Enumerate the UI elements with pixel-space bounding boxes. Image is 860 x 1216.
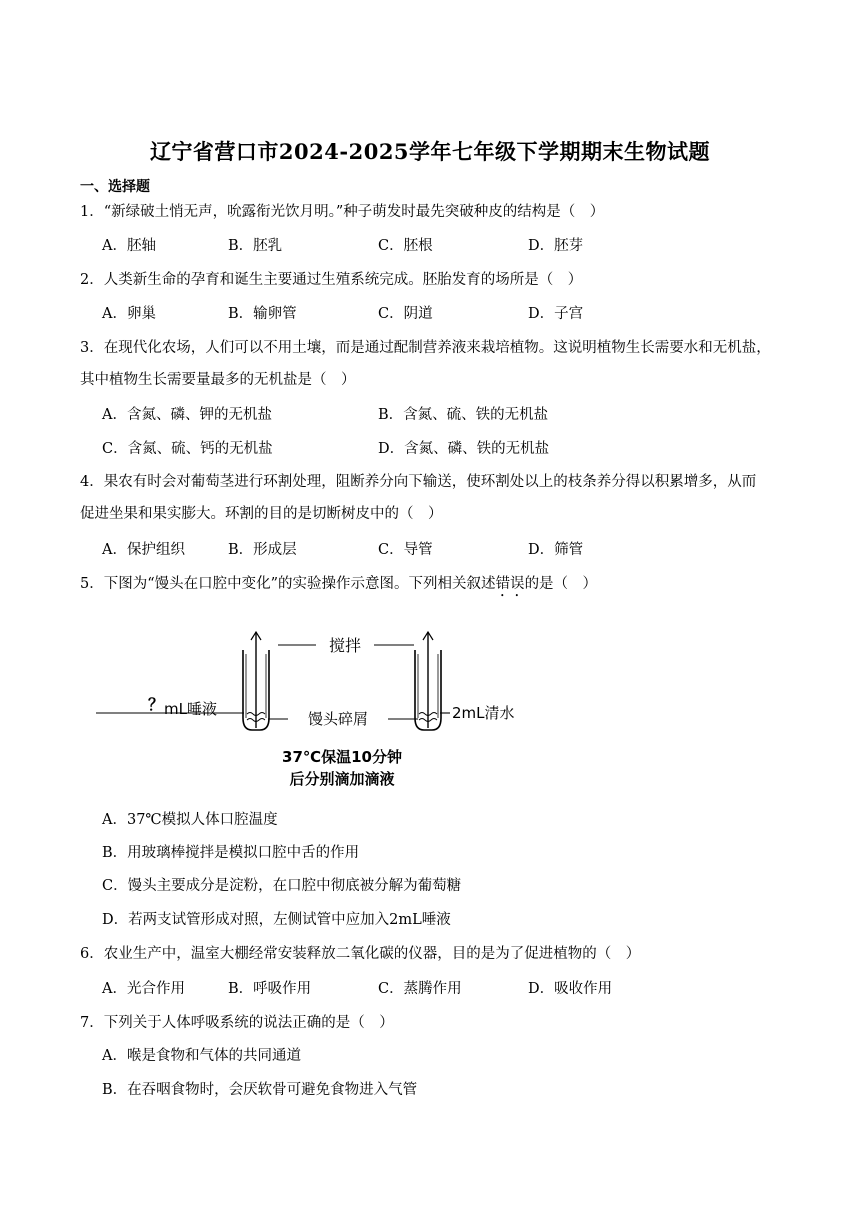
question-4-stem-line2: 促进坐果和果实膨大。环割的目的是切断树皮中的（ ） (80, 506, 443, 522)
q1-option-a: A．胚轴 (102, 238, 156, 254)
question-5-emphasis: 错误 (495, 576, 525, 592)
question-3-stem-line2: 其中植物生长需要量最多的无机盐是（ ） (80, 372, 356, 388)
q3-option-c: C．含氮、硫、钙的无机盐 (102, 441, 273, 457)
question-2-stem: 2．人类新生命的孕育和诞生主要通过生殖系统完成。胚胎发育的场所是（ ） (80, 272, 583, 288)
exam-title: 辽宁省营口市2024-2025学年七年级下学期期末生物试题 (149, 139, 711, 164)
question-5-stem-pre: 5．下图为“馒头在口腔中变化”的实验操作示意图。下列相关叙述 (80, 576, 496, 592)
left-test-tube (243, 632, 269, 730)
unknown-volume-mark: ？ (148, 695, 165, 714)
question-5-stem (80, 568, 790, 600)
q1-option-d: D．胚芽 (528, 238, 584, 254)
q2-option-a: A．卵巢 (102, 306, 156, 322)
crumbs-label: 馒头碎屑 (307, 710, 369, 728)
q3-option-d: D．含氮、磷、铁的无机盐 (378, 441, 550, 457)
q4-option-c: C．导管 (378, 542, 433, 558)
question-7-stem: 7．下列关于人体呼吸系统的说法正确的是（ ） (80, 1015, 394, 1031)
right-test-tube (415, 632, 441, 730)
q5-option-b: B．用玻璃棒搅拌是模拟口腔中舌的作用 (102, 845, 360, 861)
question-3-stem-line1: 3．在现代化农场，人们可以不用土壤，而是通过配制营养液来栽培植物。这说明植物生长需要水和无机盐， (80, 340, 771, 356)
q4-option-b: B．形成层 (228, 542, 297, 558)
section-heading: 一、选择题 (80, 179, 150, 195)
q6-option-b: B．呼吸作用 (228, 981, 312, 997)
q7-option-a: A．喉是食物和气体的共同通道 (102, 1048, 301, 1064)
water-label: 2mL清水 (452, 704, 515, 722)
q2-option-c: C．阴道 (378, 306, 433, 322)
q2-option-b: B．输卵管 (228, 306, 297, 322)
question-4-stem-line1: 4．果农有时会对葡萄茎进行环割处理，阻断养分向下输送，使环割处以上的枝条养分得以积累增多，从而 (80, 474, 757, 490)
saliva-label: mL唾液 (164, 700, 217, 718)
q7-option-b: B．在吞咽食物时，会厌软骨可避免食物进入气管 (102, 1082, 418, 1098)
q2-option-d: D．子宫 (528, 306, 584, 322)
experiment-diagram (96, 628, 536, 792)
q5-option-d: D．若两支试管形成对照，左侧试管中应加入2mL唾液 (102, 912, 451, 928)
q6-option-c: C．蒸腾作用 (378, 981, 462, 997)
q1-option-b: B．胚乳 (228, 238, 283, 254)
question-6-stem: 6．农业生产中，温室大棚经常安装释放二氧化碳的仪器，目的是为了促进植物的（ ） (80, 946, 641, 962)
q6-option-d: D．吸收作用 (528, 981, 613, 997)
stir-label: 搅拌 (328, 636, 362, 655)
q5-option-c: C．馒头主要成分是淀粉，在口腔中彻底被分解为葡萄糖 (102, 878, 462, 894)
q3-option-a: A．含氮、磷、钾的无机盐 (102, 407, 272, 423)
caption-line1: 37℃保温10分钟 (282, 748, 402, 766)
q4-option-d: D．筛管 (528, 542, 584, 558)
q1-option-c: C．胚根 (378, 238, 433, 254)
caption-line2: 后分别滴加滴液 (289, 770, 395, 788)
q5-option-a: A．37℃模拟人体口腔温度 (102, 812, 278, 828)
q6-option-a: A．光合作用 (102, 981, 185, 997)
question-5-stem-post: 的是（ ） (524, 576, 598, 592)
question-1-stem: 1．“新绿破土悄无声，吮露衔光饮月明。”种子萌发时最先突破种皮的结构是（ ） (80, 204, 605, 220)
q3-option-b: B．含氮、硫、铁的无机盐 (378, 407, 549, 423)
q4-option-a: A．保护组织 (102, 542, 185, 558)
